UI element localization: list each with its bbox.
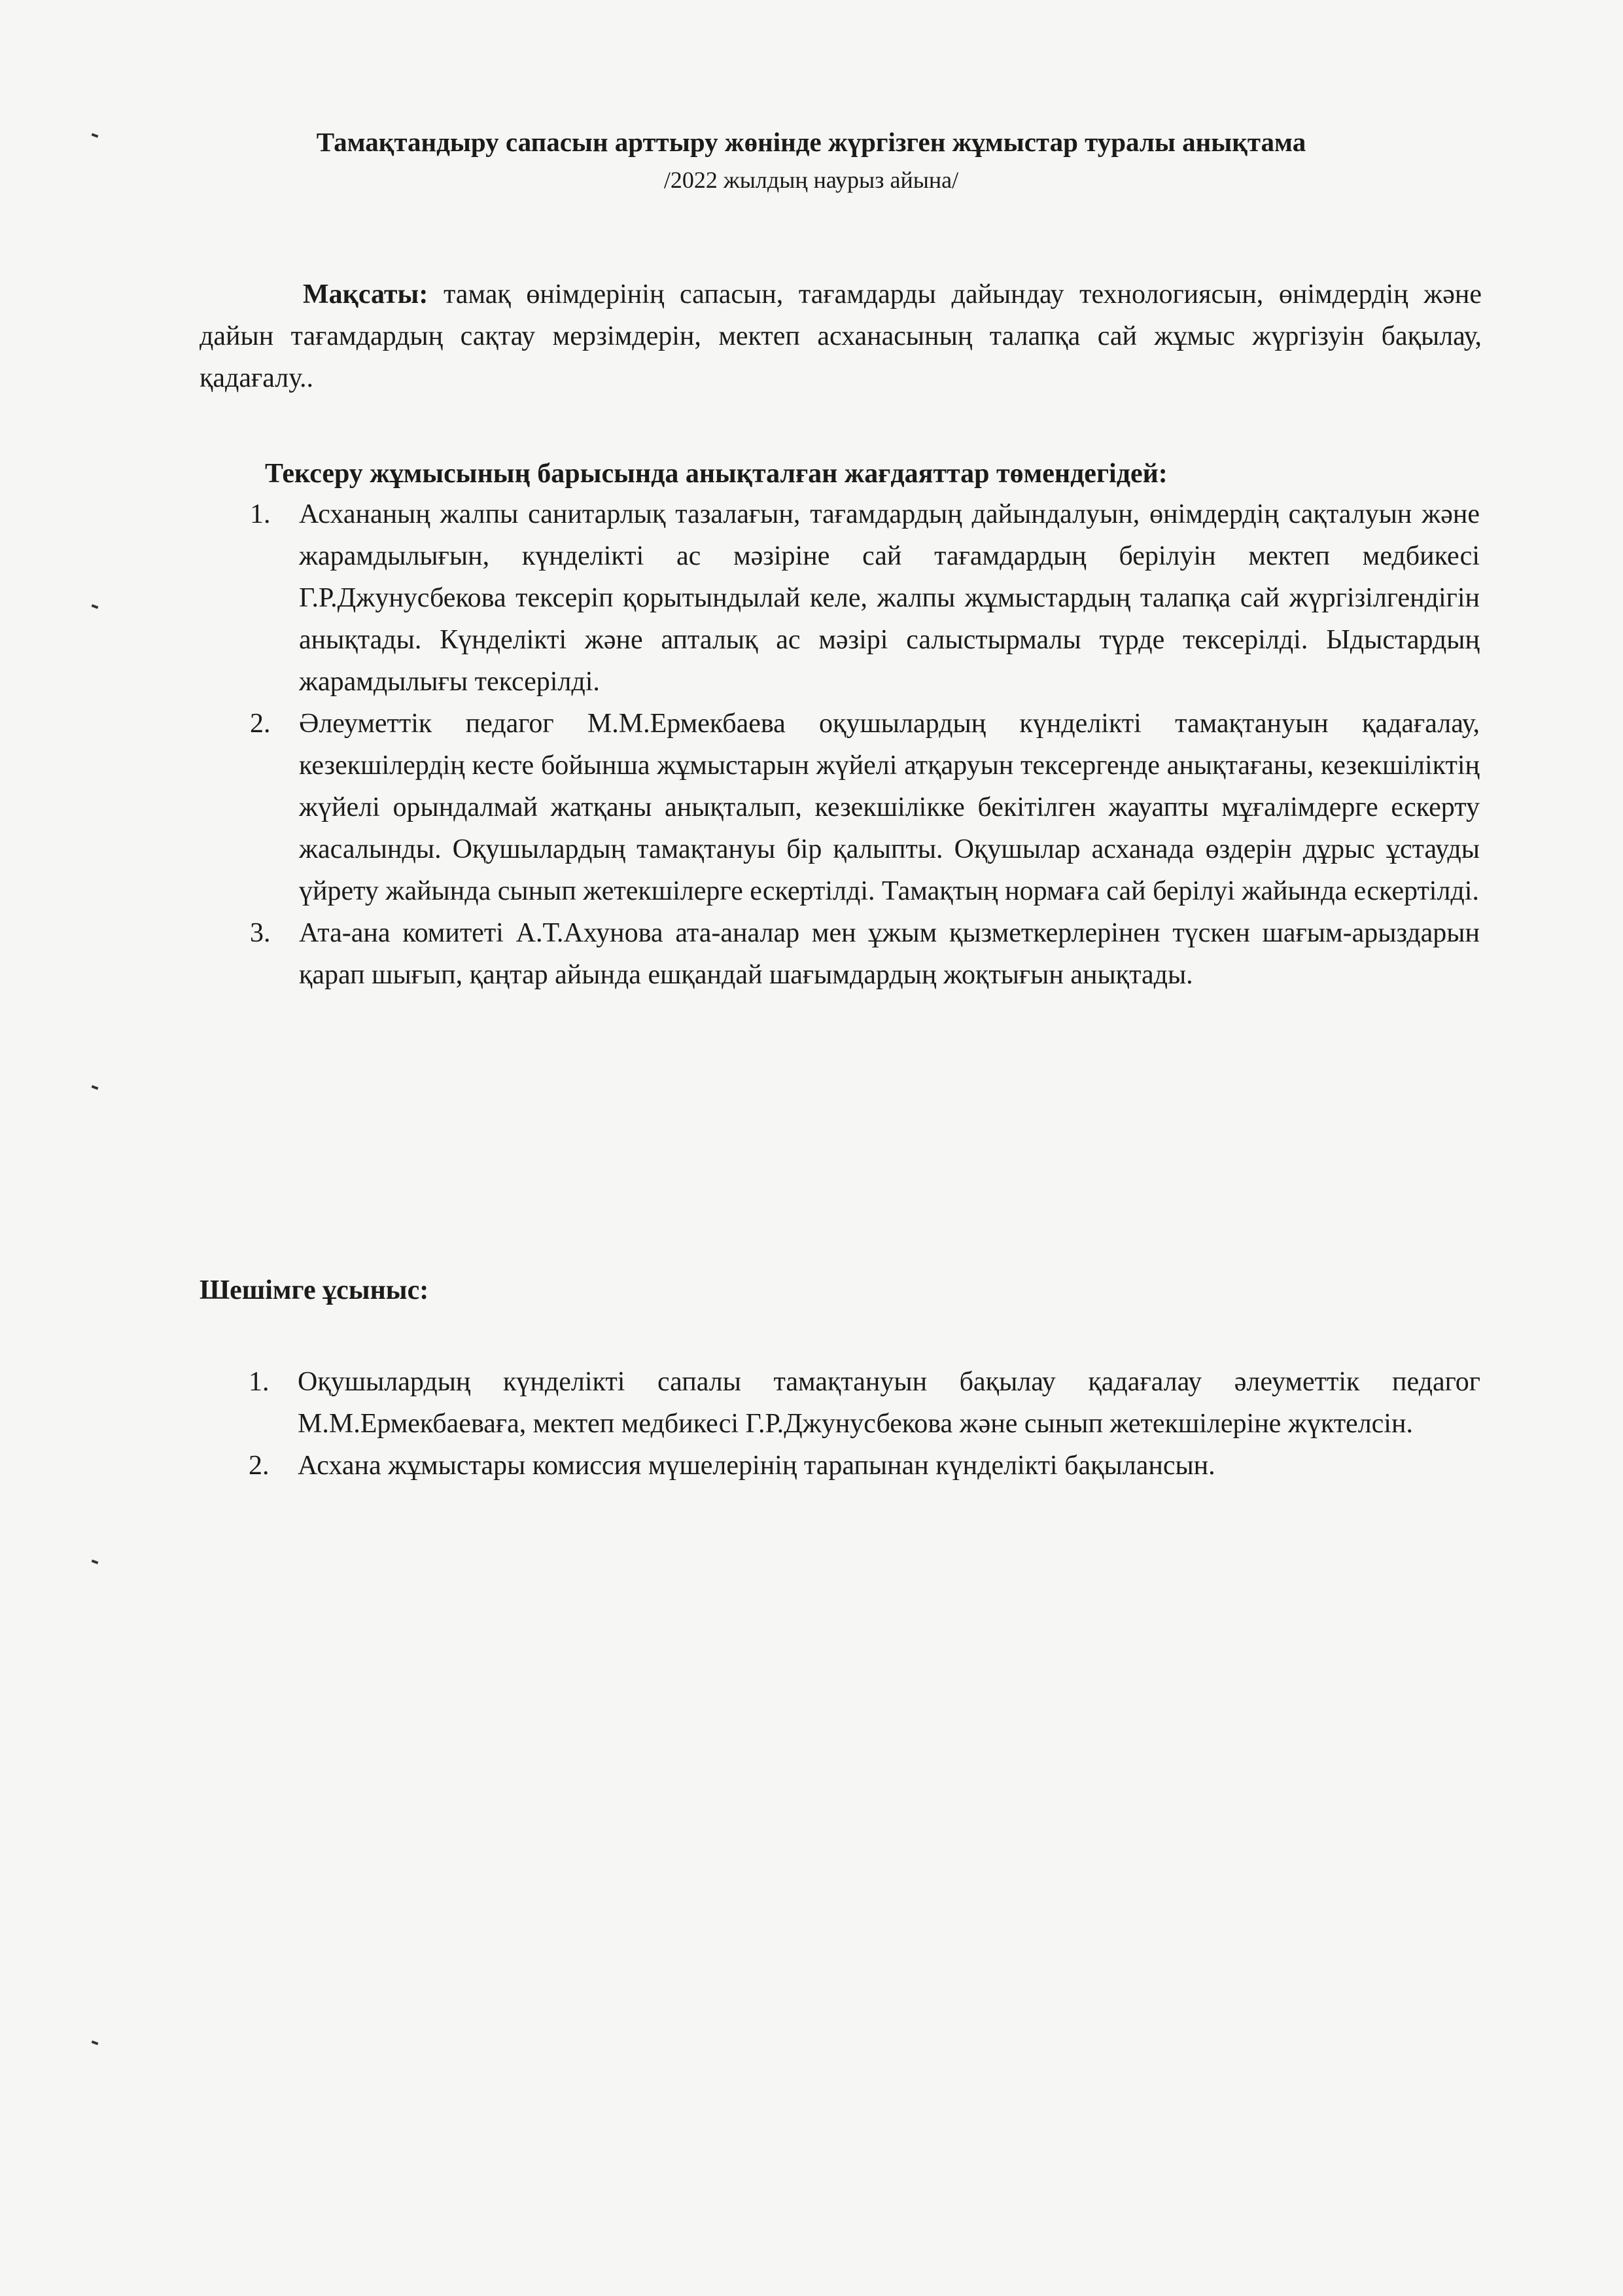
decision-list — [249, 1361, 1480, 1487]
list-item-text: Асхананың жалпы санитарлық тазалағын, тағамдардың дайындалуын, өнімдердің сақталуын және жарамдылығын, күнделікті ас мәзіріне сай тағамдардың берілуін мектеп медбикесі Г.Р.Джунусбекова тексеріп қорытындылай келе, жалпы жұмыстардың талапқа сай жүргізілгендігін анықтады. Күнделікті және апталық ас мәзірі салыстырмалы түрде тексерілді. Ыдыстардың жарамдылығы тексерілді. — [299, 499, 1480, 697]
decision-list-item — [249, 1445, 1480, 1487]
findings-list-item — [250, 703, 1480, 912]
scan-artifact-mark — [92, 1559, 99, 1564]
list-item-number: 3. — [250, 918, 271, 948]
purpose-label: Мақсаты: — [303, 279, 428, 309]
list-item-text: Асхана жұмыстары комиссия мүшелерінің тарапынан күнделікті бақылансын. — [298, 1451, 1215, 1481]
scan-artifact-mark — [92, 133, 99, 137]
list-item-text: Әлеуметтік педагог М.М.Ермекбаева оқушылардың күнделікті тамақтануын қадағалау, кезекшілердің кесте бойынша жұмыстарын жүйелі атқаруын тексергенде анықтағаны, кезекшіліктің жүйелі орындалмай жатқаны анықталып, кезекшілікке бекітілген жауапты мұғалімдерге ескерту жасалынды. Оқушылардың тамақтануы бір қалыпты. Оқушылар асханада өздерін дұрыс ұстауды үйрету жайында сынып жетекшілерге ескертілді. Тамақтың нормаға сай берілуі жайында ескертілді. — [299, 709, 1480, 906]
list-item-number: 1. — [249, 1367, 270, 1397]
findings-list-item — [250, 912, 1480, 996]
scan-artifact-mark — [92, 1085, 99, 1089]
list-item-text: Оқушылардың күнделікті сапалы тамақтануын бақылау қадағалау әлеуметтік педагог М.М.Ермекбаеваға, мектеп медбикесі Г.Р.Джунусбекова және сынып жетекшілеріне жүктелсін. — [298, 1367, 1480, 1439]
document-subtitle: /2022 жылдың наурыз айына/ — [663, 167, 959, 193]
findings-heading: Тексеру жұмысының барысында анықталған жағдаяттар төмендегідей: — [265, 459, 1168, 489]
list-item-number: 1. — [250, 499, 271, 529]
scan-artifact-mark — [92, 604, 99, 609]
decision-list-item — [249, 1361, 1480, 1445]
scan-artifact-mark — [92, 2040, 99, 2045]
purpose-paragraph — [200, 274, 1482, 399]
list-item-number: 2. — [250, 709, 271, 739]
purpose-text: тамақ өнімдерінің сапасын, тағамдарды дайындау технологиясын, өнімдердің және дайын тағамдардың сақтау мерзімдерін, мектеп асханасының талапқа сай жұмыс жүргізуін бақылау, қадағалу.. — [200, 279, 1482, 393]
findings-list-item — [250, 493, 1480, 703]
list-item-number: 2. — [249, 1451, 270, 1481]
findings-list — [250, 493, 1480, 996]
list-item-text: Ата-ана комитеті А.Т.Ахунова ата-аналар мен ұжым қызметкерлерінен түскен шағым-арыздарын қарап шығып, қаңтар айында ешқандай шағымдардың жоқтығын анықтады. — [299, 918, 1480, 990]
document-title: Тамақтандыру сапасын арттыру жөнінде жүргізген жұмыстар туралы анықтама — [316, 127, 1306, 157]
decision-heading: Шешімге ұсыныс: — [200, 1275, 429, 1305]
